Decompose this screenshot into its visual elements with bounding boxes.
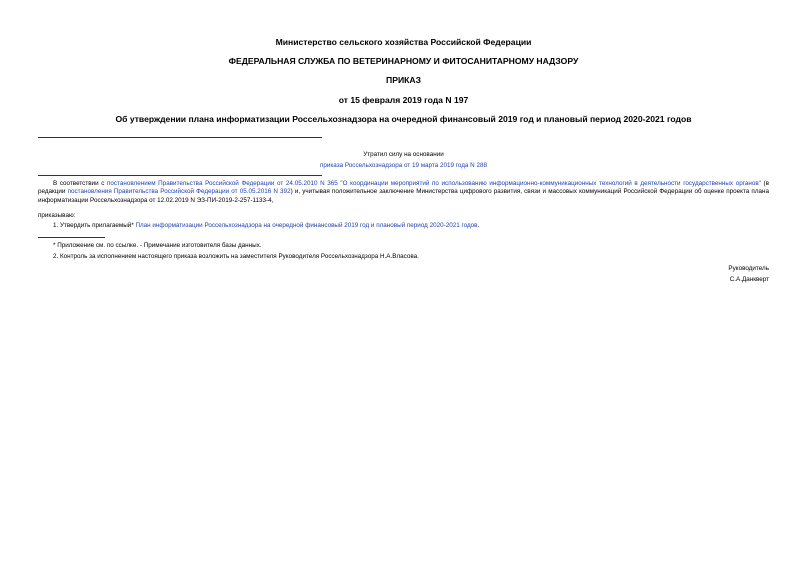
status-note-link[interactable]: приказа Россельхознадзора от 19 марта 2019 года N 288 <box>319 162 487 169</box>
order-item-2: 2. Контроль за исполнением настоящего приказа возложить на заместителя Руководителя Россельхознадзора Н.А.Власова. <box>53 253 419 260</box>
doc-title: Об утверждении плана информатизации Россельхознадзора на очередной финансовый 2019 год и плановый период 2020-2021 годов <box>115 114 692 124</box>
service-heading: ФЕДЕРАЛЬНАЯ СЛУЖБА ПО ВЕТЕРИНАРНОМУ И ФИТОСАНИТАРНОМУ НАДЗОРУ <box>228 56 579 66</box>
divider-status <box>38 175 322 176</box>
paragraph-basis-suffix: ) и, учитывая положительное заключение Министерства цифрового развития, связи и массовых коммуникаций Российской Федерации об оценке проекта плана информатизации Россельхознадзора от 12.02.2019 N ЭЗ-ПИ-2019-2-257-1133-4, <box>38 188 770 204</box>
ministry-heading: Министерство сельского хозяйства Российской Федерации <box>275 37 532 47</box>
footnote: * Приложение см. по ссылке. - Примечание изготовителя базы данных. <box>53 242 262 249</box>
signature-position: Руководитель <box>728 265 769 272</box>
order-item-1-suffix: . <box>477 222 480 229</box>
resolution-365-link[interactable]: постановлением Правительства Российской Федерации от 24.05.2010 N 365 "О координации мероприятий по использованию информационно-коммуникационных технологий в деятельности государственных органов" <box>107 180 761 187</box>
doc-type-heading: ПРИКАЗ <box>386 75 421 85</box>
paragraph-basis <box>38 180 769 205</box>
order-item-1 <box>53 222 479 230</box>
paragraph-basis-prefix: В соответствии с <box>53 180 107 187</box>
order-item-1-prefix: 1. Утвердить прилагаемый* <box>53 222 136 229</box>
status-note-text: Утратил силу на основании <box>363 151 444 158</box>
paragraph-basis-mid: (в редакции <box>38 180 769 196</box>
divider-top <box>38 137 322 138</box>
plan-link[interactable]: План информатизации Россельхознадзора на очередной финансовый 2019 год и плановый период 2020-2021 годов <box>135 222 478 229</box>
order-word: приказываю: <box>38 212 76 219</box>
resolution-392-link[interactable]: постановления Правительства Российской Федерации от 05.05.2016 N 392 <box>67 188 291 196</box>
footnote-divider <box>38 237 105 238</box>
doc-date-heading: от 15 февраля 2019 года N 197 <box>338 95 469 105</box>
signature-name: С.А.Данкверт <box>729 276 769 283</box>
